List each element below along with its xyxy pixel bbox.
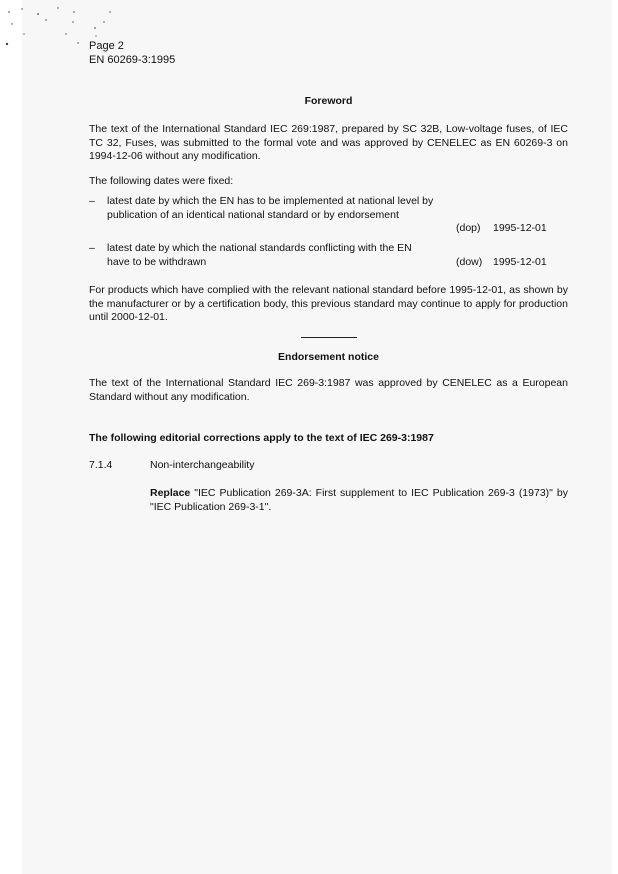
dash-bullet: – <box>89 195 95 207</box>
dow-abbreviation: (dow) <box>456 256 483 268</box>
dow-date: 1995-12-01 <box>493 256 547 268</box>
corrections-heading: The following editorial corrections apply to the text of IEC 269-3:1987 <box>89 432 434 444</box>
dow-description: latest date by which the national standards conflicting with the EN have to be withdrawn <box>107 242 412 268</box>
foreword-intro: The text of the International Standard IEC 269:1987, prepared by SC 32B, Low-voltage fuses, of IEC TC 32, Fuses, was submitted to the formal vote and was approved by CENELEC as EN 60269-3 on 1994-12-06 without any modification. <box>89 123 568 162</box>
section-divider <box>301 337 357 338</box>
dop-abbreviation: (dop) <box>456 222 481 234</box>
replace-keyword: Replace <box>150 487 191 499</box>
page-number: Page 2 <box>89 40 124 52</box>
clause-number: 7.1.4 <box>89 459 113 471</box>
dop-date: 1995-12-01 <box>493 222 547 234</box>
endorsement-title: Endorsement notice <box>278 351 379 363</box>
clause-title: Non-interchangeability <box>150 459 255 471</box>
replace-text: "IEC Publication 269-3A: First supplement to IEC Publication 269-3 (1973)" by "IEC Publication 269-3-1". <box>150 487 568 513</box>
endorsement-text: The text of the International Standard IEC 269-3:1987 was approved by CENELEC as a European Standard without any modification. <box>89 377 568 403</box>
dates-intro: The following dates were fixed: <box>89 175 234 187</box>
document-number: EN 60269-3:1995 <box>89 54 176 66</box>
products-note: For products which have complied with the relevant national standard before 1995-12-01, as shown by the manufacturer or by a certification body, this previous standard may continue to apply for production until 2000-12-01. <box>89 284 568 323</box>
replace-instruction <box>150 486 568 514</box>
dash-bullet: – <box>89 242 95 254</box>
dop-description: latest date by which the EN has to be implemented at national level by publication of an identical national standard or by endorsement <box>107 195 434 221</box>
foreword-title: Foreword <box>304 95 353 107</box>
